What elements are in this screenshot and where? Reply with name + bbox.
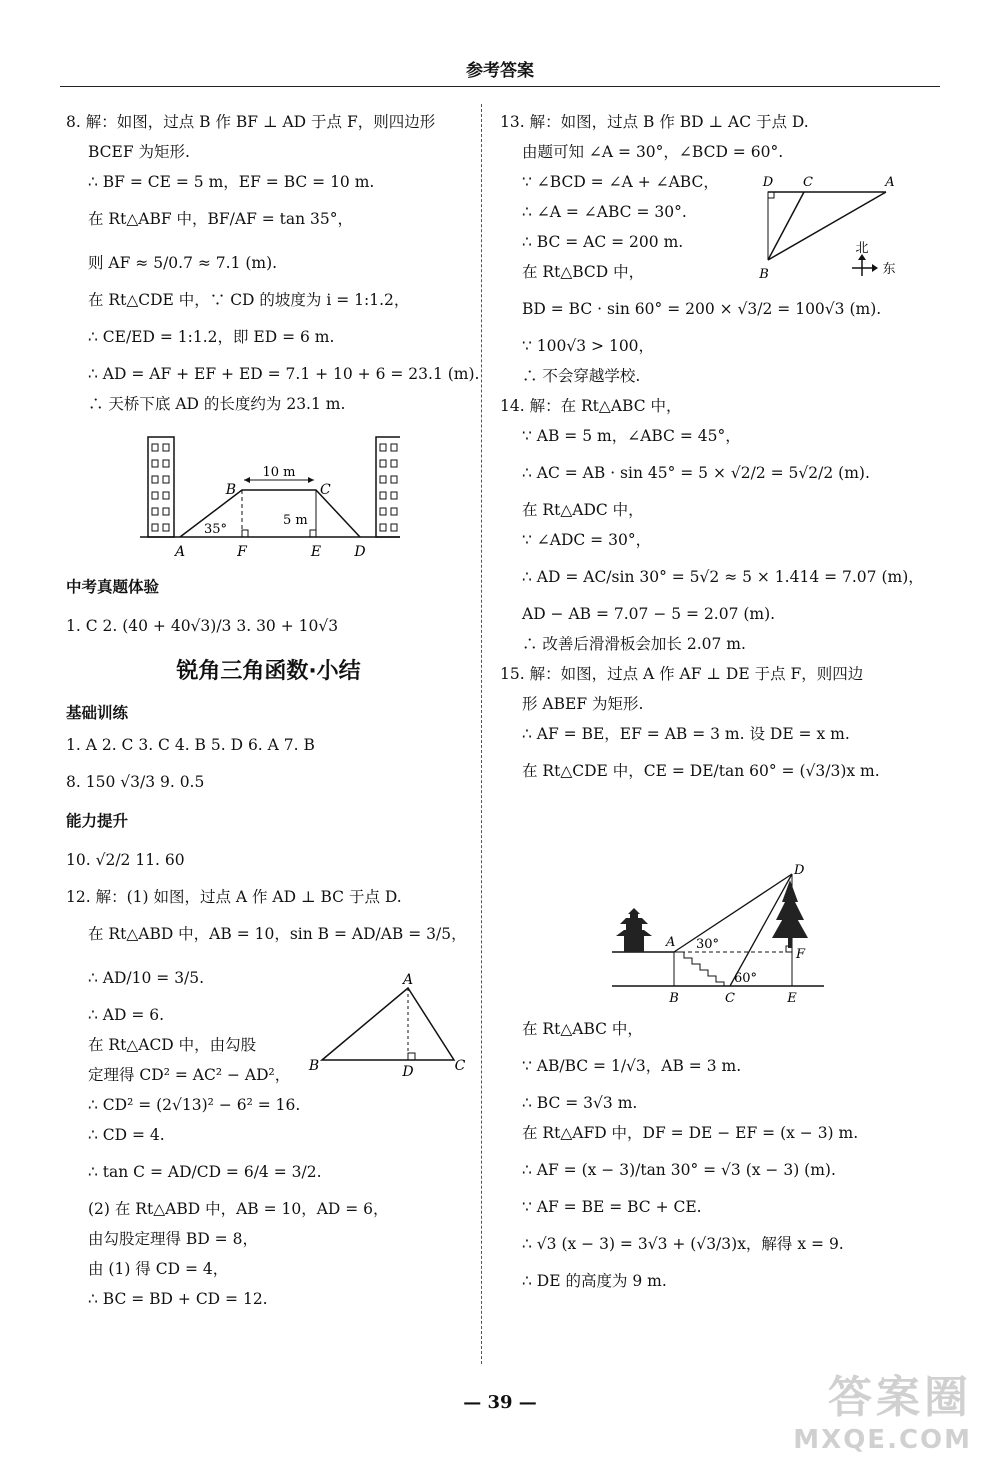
bridge-label-e: E [310, 544, 322, 560]
q13-label-b: B [759, 267, 769, 282]
q14-line: 14. 解：在 Rt△ABC 中， [500, 397, 682, 415]
q13-line: ∴ BC = AC = 200 m. [522, 233, 684, 251]
q15-line: ∴ DE 的高度为 9 m. [522, 1272, 667, 1290]
q15-line: ∴ AF = BE，EF = AB = 3 m. 设 DE = x m. [522, 725, 850, 743]
q13-line: 13. 解：如图，过点 B 作 BD ⊥ AC 于点 D. [500, 113, 809, 131]
q13-line: ∵ 100√3 > 100， [522, 337, 655, 355]
q12-solution [66, 882, 471, 1314]
bridge-label-angle: 35° [204, 522, 228, 537]
q8-line: 在 Rt△CDE 中，∵ CD 的坡度为 i = 1:1.2， [88, 291, 410, 309]
compass-label-east: 东 [882, 262, 896, 277]
left-column-lower [66, 570, 471, 1314]
q14-solution [500, 391, 924, 659]
q15-label-c: C [725, 991, 735, 1006]
triangle-label-b: B [308, 1058, 320, 1074]
q13-line: ∵ ∠BCD = ∠A + ∠ABC， [522, 173, 719, 191]
q14-line: ∴ AD = AC/sin 30° = 5√2 ≈ 5 × 1.414 = 7.07 (m)， [522, 568, 924, 586]
q15-solution [500, 659, 910, 793]
q15-line: ∵ AF = BE = BC + CE. [522, 1198, 702, 1216]
q15-label-angle-60: 60° [734, 971, 758, 986]
header-rule [60, 86, 940, 87]
q15-line: ∴ √3 (x − 3) = 3√3 + (√3/3)x，解得 x = 9. [522, 1235, 844, 1253]
bridge-figure [140, 432, 400, 562]
q15-label-angle-30: 30° [696, 937, 720, 952]
bridge-label-a: A [174, 544, 186, 560]
q8-line: 在 Rt△ABF 中，BF/AF = tan 35°， [88, 210, 354, 228]
q13-line: BD = BC · sin 60° = 200 × √3/2 = 100√3 (m). [522, 300, 882, 318]
q15-line: 在 Rt△CDE 中，CE = DE/tan 60° = (√3/3)x m. [522, 762, 880, 780]
bridge-label-width: 10 m [262, 465, 296, 480]
bridge-label-height: 5 m [283, 513, 308, 528]
q15-line: 在 Rt△ABC 中， [522, 1020, 643, 1038]
bridge-label-c: C [320, 482, 331, 498]
q8-line: 则 AF ≈ 5/0.7 ≈ 7.1 (m). [88, 254, 278, 272]
compass-label-north: 北 [855, 241, 869, 256]
page-header: 参考答案 [466, 61, 534, 81]
watermark-logo: 答案圈 [828, 1372, 972, 1423]
q15-line: 形 ABEF 为矩形. [522, 695, 644, 713]
q15-label-d: D [794, 863, 805, 878]
q13-label-d: D [762, 175, 774, 190]
q13-line: ∴ 不会穿越学校. [522, 367, 641, 385]
triangle-label-d: D [402, 1064, 414, 1080]
q12-line: ∴ CD = 4. [88, 1126, 165, 1144]
bridge-label-d: D [354, 544, 366, 560]
compass-icon [852, 254, 878, 276]
q8-solution [66, 107, 480, 419]
basic-answers-1: 1. A 2. C 3. C 4. B 5. D 6. A 7. B [66, 736, 315, 754]
q12-line: ∴ tan C = AD/CD = 6/4 = 3/2. [88, 1163, 322, 1181]
tree-icon [772, 880, 808, 948]
exam-heading: 中考真题体验 [66, 578, 160, 596]
q15-label-a: A [666, 935, 676, 950]
q8-line: 8. 解：如图，过点 B 作 BF ⊥ AD 于点 F，则四边形 [66, 113, 436, 131]
q14-line: 在 Rt△ADC 中， [522, 501, 644, 519]
q14-line: ∵ AB = 5 m，∠ABC = 45°， [522, 427, 741, 445]
q14-line: ∵ ∠ADC = 30°， [522, 531, 652, 549]
q8-line: ∴ 天桥下底 AD 的长度约为 23.1 m. [88, 395, 346, 413]
q12-line: ∴ AD/10 = 3/5. [88, 969, 205, 987]
watermark-url: MXQE.COM [793, 1425, 972, 1455]
q13-line: ∴ ∠A = ∠ABC = 30°. [522, 203, 687, 221]
right-column-lower [500, 1014, 910, 1296]
ability-answers: 10. √2/2 11. 60 [66, 851, 185, 869]
exam-answers: 1. C 2. (40 + 40√3)/3 3. 30 + 10√3 [66, 617, 339, 635]
q8-line: ∴ AD = AF + EF + ED = 7.1 + 10 + 6 = 23.1 (m). [88, 365, 480, 383]
q15-line: 15. 解：如图，过点 A 作 AF ⊥ DE 于点 F，则四边 [500, 665, 864, 683]
triangle-label-a: A [402, 972, 414, 988]
q12-line: 定理得 CD² = AC² − AD²， [88, 1066, 291, 1084]
q8-line: ∴ BF = CE = 5 m，EF = BC = 10 m. [88, 173, 375, 191]
q13-line: 由题可知 ∠A = 30°，∠BCD = 60°. [522, 143, 784, 161]
q13-line: 在 Rt△BCD 中， [522, 263, 645, 281]
triangle-figure [304, 972, 474, 1080]
q12-line: ∴ CD² = (2√13)² − 6² = 16. [88, 1096, 301, 1114]
q12-line: 在 Rt△ACD 中，由勾股 [88, 1036, 257, 1054]
basic-answers-2: 8. 150 √3/3 9. 0.5 [66, 773, 205, 791]
q12-line: (2) 在 Rt△ABD 中，AB = 10，AD = 6， [88, 1200, 389, 1218]
q14-line: ∴ AC = AB · sin 45° = 5 × √2/2 = 5√2/2 (m). [522, 464, 870, 482]
q8-line: BCEF 为矩形. [88, 143, 190, 161]
q12-line: ∴ AD = 6. [88, 1006, 165, 1024]
q15-line: ∴ BC = 3√3 m. [522, 1094, 638, 1112]
column-divider [481, 104, 482, 1364]
bridge-label-f: F [237, 544, 247, 560]
q12-line: ∴ BC = BD + CD = 12. [88, 1290, 268, 1308]
triangle-label-c: C [454, 1058, 466, 1074]
q14-line: ∴ 改善后滑滑板会加长 2.07 m. [522, 635, 746, 653]
ability-heading: 能力提升 [66, 812, 129, 830]
q15-line: ∴ AF = (x − 3)/tan 30° = √3 (x − 3) (m). [522, 1161, 836, 1179]
left-column [66, 107, 480, 419]
q12-line: 由 (1) 得 CD = 4， [88, 1260, 229, 1278]
q12-line: 12. 解：(1) 如图，过点 A 作 AD ⊥ BC 于点 D. [66, 888, 402, 906]
q13-figure [748, 172, 900, 282]
q12-line: 在 Rt△ABD 中，AB = 10，sin B = AD/AB = 3/5， [88, 925, 467, 943]
q15-label-e: E [787, 991, 797, 1006]
q12-line: 由勾股定理得 BD = 8， [88, 1230, 258, 1248]
q14-line: AD − AB = 7.07 − 5 = 2.07 (m). [522, 605, 776, 623]
basic-heading: 基础训练 [66, 704, 129, 722]
q8-line: ∴ CE/ED = 1:1.2，即 ED = 6 m. [88, 328, 335, 346]
q13-label-c: C [803, 175, 813, 190]
section-title: 锐角三角函数·小结 [176, 659, 361, 684]
pagoda-icon [616, 908, 652, 952]
watermark [793, 1361, 972, 1455]
bridge-label-b: B [225, 482, 236, 498]
q15-label-f: F [796, 947, 806, 962]
q15-line: ∵ AB/BC = 1/√3，AB = 3 m. [522, 1057, 742, 1075]
q15-figure [612, 862, 824, 1008]
q13-label-a: A [885, 175, 895, 190]
q15-line: 在 Rt△AFD 中，DF = DE − EF = (x − 3) m. [522, 1124, 859, 1142]
q15-label-b: B [669, 991, 679, 1006]
page-number: — 39 — [463, 1392, 537, 1413]
